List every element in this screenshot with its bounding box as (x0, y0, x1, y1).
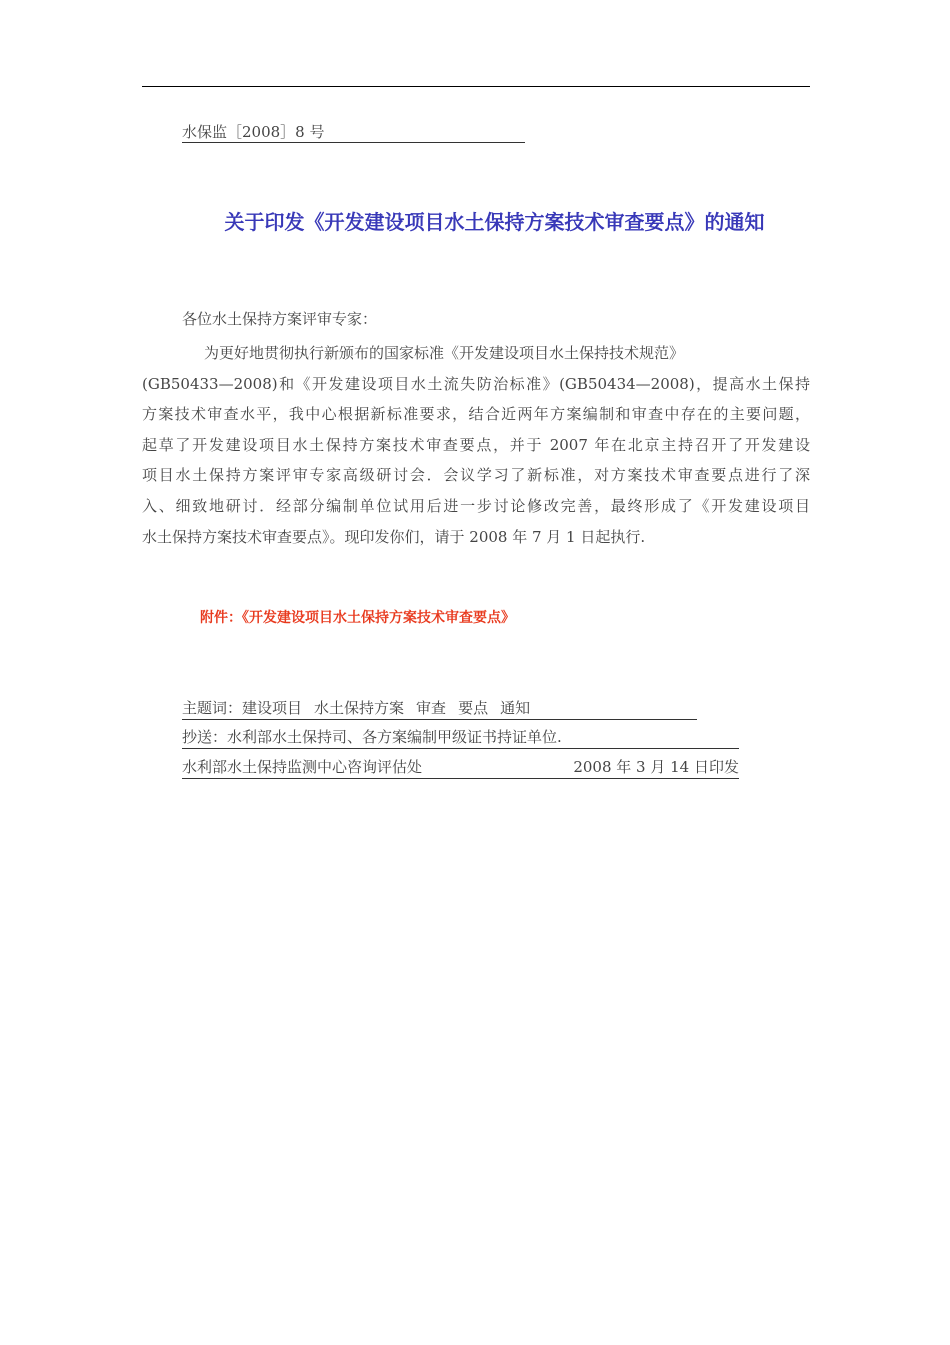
body-paragraph (142, 338, 810, 552)
keyword: 建设项目 (242, 699, 303, 717)
header-rule (142, 86, 810, 87)
body-line: 方案技术审查水平，我中心根据新标准要求，结合近两年方案编制和审查中存在的主要问题， (142, 405, 810, 424)
subject-keywords (182, 697, 697, 720)
body-line: 起草了开发建设项目水土保持方案技术审查要点，并于 2007 年在北京主持召开了开发建设 (142, 435, 810, 454)
salutation: 各位水土保持方案评审专家： (182, 310, 378, 328)
document-number: 水保监［2008］8 号 (182, 122, 525, 143)
keyword: 要点 (458, 699, 489, 717)
keyword: 水土保持方案 (314, 699, 405, 717)
keyword: 审查 (416, 699, 447, 717)
cc-recipients: 抄送：水利部水土保持司、各方案编制甲级证书持证单位. (182, 726, 739, 749)
keyword: 通知 (500, 699, 531, 717)
body-line: 为更好地贯彻执行新颁布的国家标准《开发建设项目水土保持技术规范》 (204, 344, 685, 362)
keywords-label: 主题词： (182, 699, 243, 717)
issue-date: 2008 年 3 月 14 日印发 (573, 758, 739, 776)
document-title: 关于印发《开发建设项目水土保持方案技术审查要点》的通知 (224, 210, 765, 234)
body-line: 项目水土保持方案评审专家高级研讨会．会议学习了新标准，对方案技术审查要点进行了深 (142, 466, 810, 485)
body-line: 水土保持方案技术审查要点》。现印发你们，请于 2008 年 7 月 1 日起执行. (142, 527, 646, 546)
issuer-line (182, 756, 739, 779)
issuer: 水利部水土保持监测中心咨询评估处 (182, 758, 423, 776)
attachment-link[interactable]: 附件：《开发建设项目水土保持方案技术审查要点》 (200, 610, 515, 626)
body-line: 入、细致地研讨．经部分编制单位试用后进一步讨论修改完善，最终形成了《开发建设项目 (142, 496, 810, 515)
body-line: (GB50433—2008)和《开发建设项目水土流失防治标准》(GB50434—2008)，提高水土保持 (142, 374, 810, 393)
